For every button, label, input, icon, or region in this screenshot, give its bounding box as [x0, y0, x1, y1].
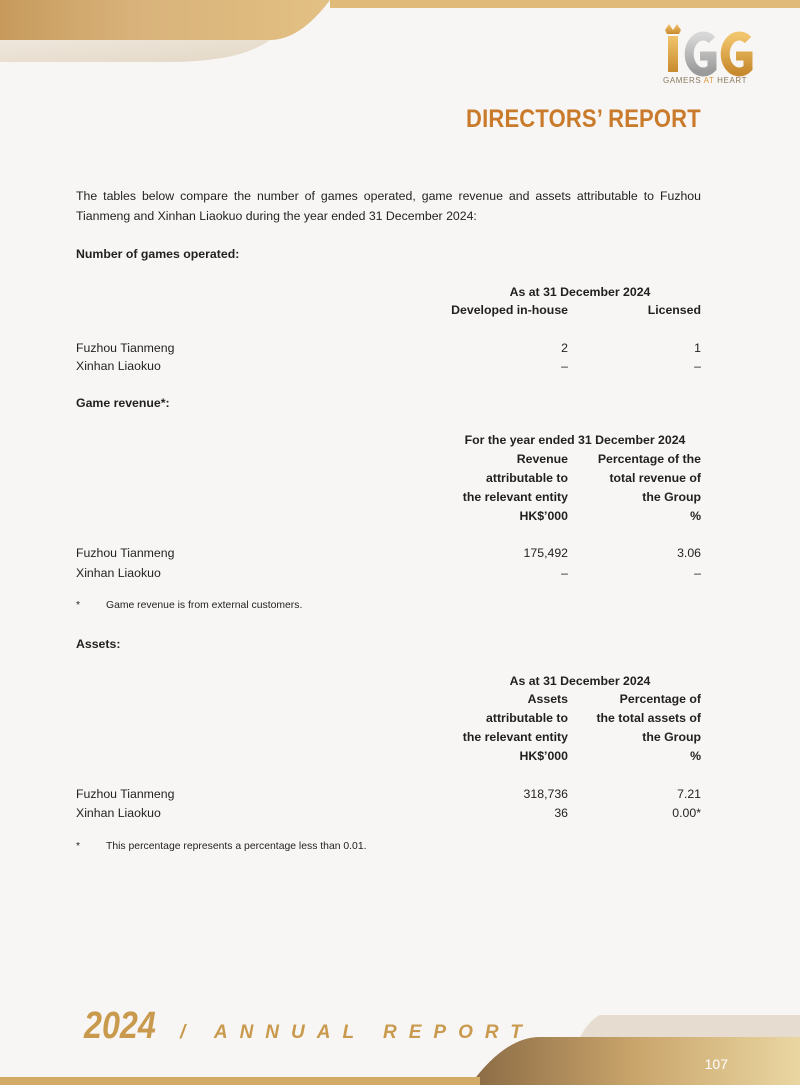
- game-revenue-heading: Game revenue*:: [76, 396, 170, 410]
- assets-row-value: 318,736: [523, 787, 568, 801]
- games-group-header: As at 31 December 2024: [509, 285, 651, 299]
- assets-row-name: Xinhan Liaokuo: [76, 806, 161, 820]
- revenue-row-value: 3.06: [677, 546, 701, 560]
- assets-row-value: 7.21: [677, 787, 701, 801]
- assets-col2-line: the Group: [642, 730, 701, 744]
- revenue-row-value: –: [561, 566, 568, 580]
- revenue-col1-line: the relevant entity: [462, 490, 568, 504]
- assets-group-header: As at 31 December 2024: [509, 674, 651, 688]
- revenue-col2-line: total revenue of: [609, 471, 701, 485]
- assets-note-mark: *: [76, 841, 81, 852]
- revenue-col2-line: the Group: [642, 490, 701, 504]
- assets-col2-line: %: [690, 749, 701, 763]
- revenue-row-value: 175,492: [523, 546, 568, 560]
- assets-col1-line: the relevant entity: [462, 730, 568, 744]
- assets-row-value: 36: [554, 806, 568, 820]
- revenue-row-name: Xinhan Liaokuo: [76, 566, 161, 580]
- logo-tagline: GAMERS AT HEART: [663, 76, 748, 85]
- revenue-row-name: Fuzhou Tianmeng: [76, 546, 175, 560]
- assets-heading: Assets:: [76, 637, 121, 651]
- assets-note: This percentage represents a percentage less than 0.01.: [106, 841, 367, 852]
- revenue-group-header: For the year ended 31 December 2024: [464, 433, 686, 447]
- footer-report-label: / ANNUAL REPORT: [180, 1022, 534, 1043]
- games-operated-heading: Number of games operated:: [76, 247, 240, 261]
- assets-row-value: 0.00*: [672, 806, 701, 820]
- page-number: 107: [704, 1056, 728, 1072]
- games-row-value: –: [561, 359, 568, 373]
- footer-year: 2024: [84, 1005, 156, 1047]
- revenue-row-value: –: [694, 566, 701, 580]
- revenue-col1-line: Revenue: [516, 452, 568, 466]
- revenue-col2-line: %: [690, 509, 701, 523]
- revenue-col2-line: Percentage of the: [597, 452, 701, 466]
- assets-col2-line: Percentage of: [619, 692, 701, 706]
- games-row-value: 2: [561, 341, 568, 355]
- games-col-developed: Developed in-house: [451, 303, 568, 317]
- revenue-col1-line: attributable to: [486, 471, 568, 485]
- assets-col1-line: Assets: [527, 692, 568, 706]
- page-title: DIRECTORS’ REPORT: [466, 105, 701, 133]
- intro-paragraph: The tables below compare the number of games operated, game revenue and assets attributable to Fuzhou Tianmeng and Xinhan Liaokuo during the year ended 31 December 2024:: [76, 189, 701, 223]
- revenue-col1-line: HK$’000: [519, 509, 568, 523]
- revenue-note: Game revenue is from external customers.: [106, 600, 303, 611]
- assets-col1-line: attributable to: [486, 711, 568, 725]
- assets-col2-line: the total assets of: [596, 711, 701, 725]
- games-row-name: Xinhan Liaokuo: [76, 359, 161, 373]
- revenue-note-mark: *: [76, 600, 81, 611]
- games-row-value: 1: [694, 341, 701, 355]
- games-col-licensed: Licensed: [647, 303, 701, 317]
- games-row-value: –: [694, 359, 701, 373]
- games-row-name: Fuzhou Tianmeng: [76, 341, 175, 355]
- assets-col1-line: HK$’000: [519, 749, 568, 763]
- assets-row-name: Fuzhou Tianmeng: [76, 787, 175, 801]
